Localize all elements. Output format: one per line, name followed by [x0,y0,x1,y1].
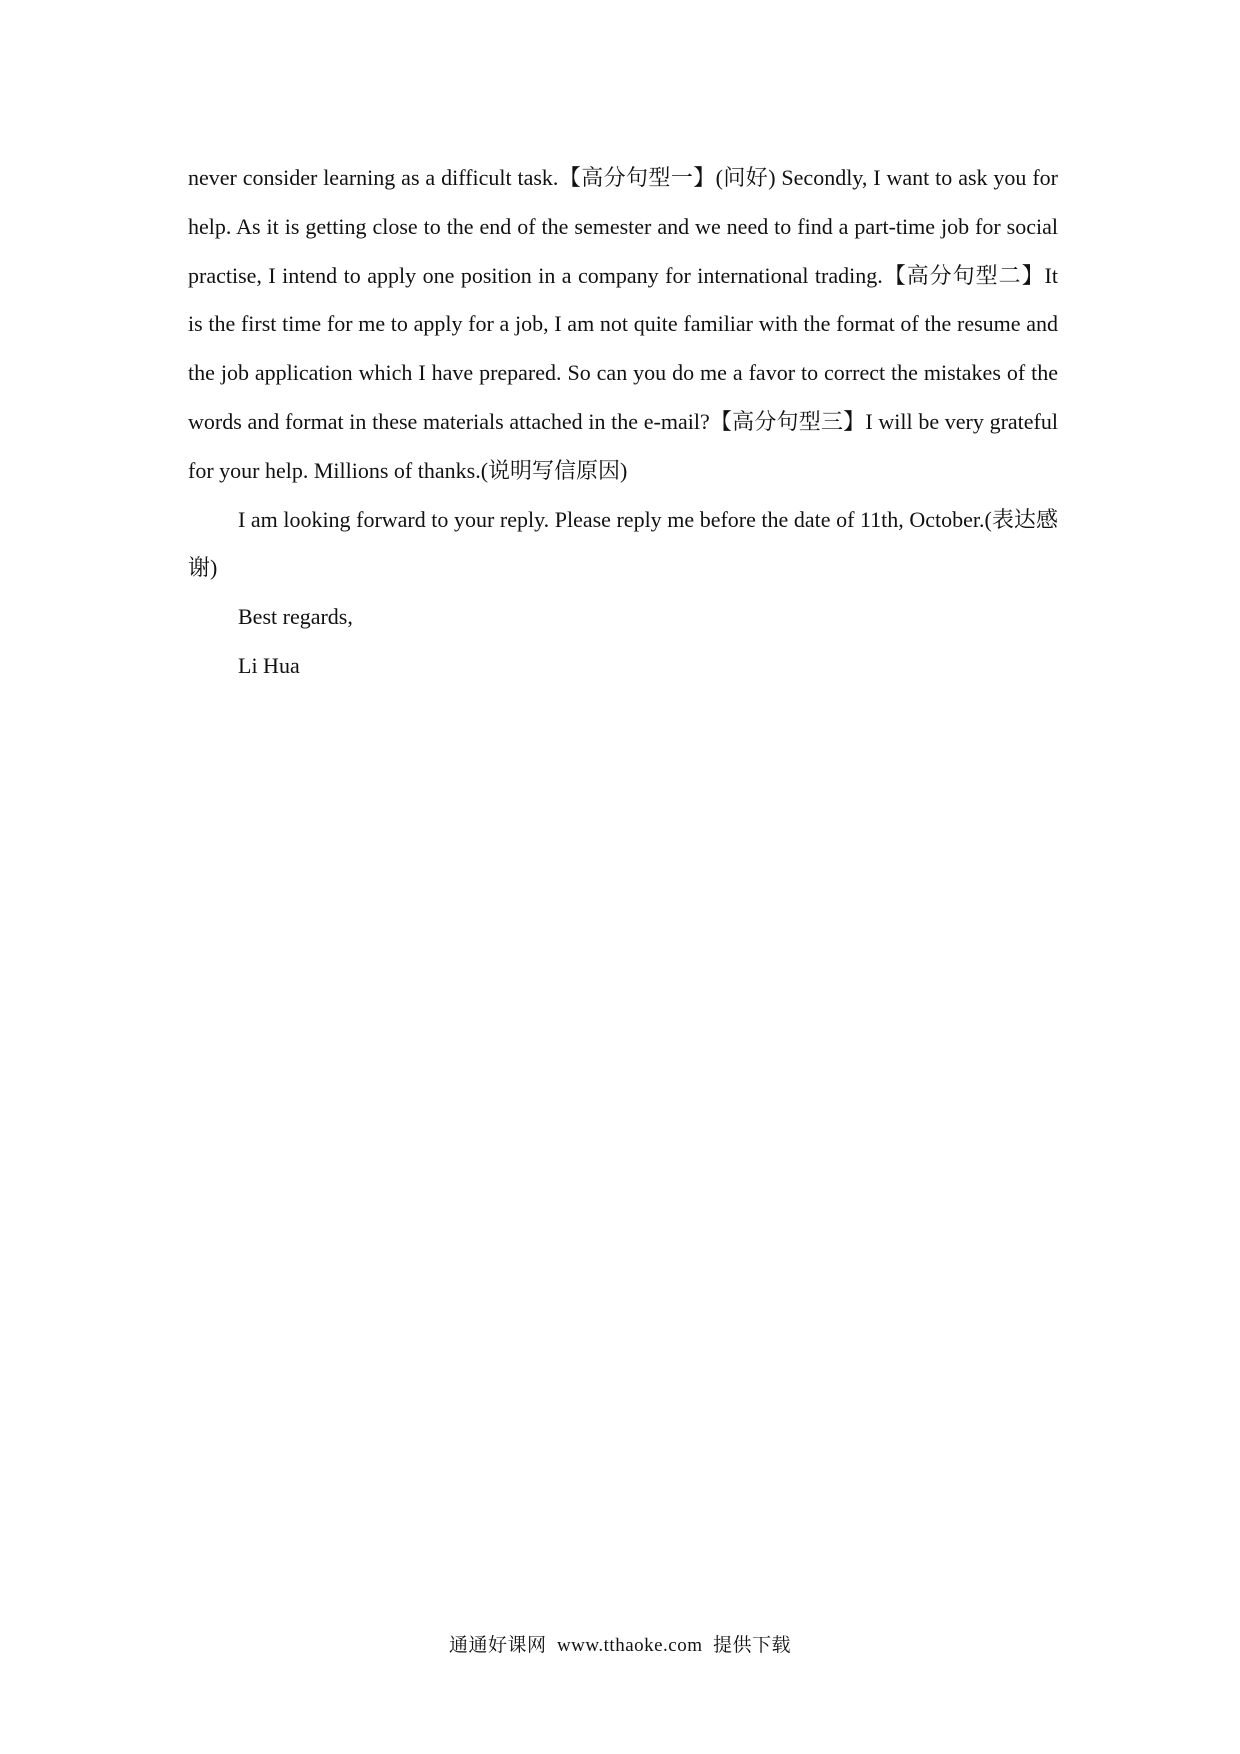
closing-line: Best regards, [238,604,353,630]
letter-body [188,154,1058,691]
paragraph-main: never consider learning as a difficult task.【高分句型一】(问好) Secondly, I want to ask you for help. As it is getting close to the end of the semester and we need to find a part-time job for social practise, I intend to apply one position in a company for international trading.【高分句型二】It is the first time for me to apply for a job, I am not quite familiar with the format of the resume and the job application which I have prepared. So can you do me a favor to correct the mistakes of the words and format in these materials attached in the e-mail?【高分句型三】I will be very grateful for your help. Millions of thanks.(说明写信原因) [188,165,1058,483]
footer-url: www.tthaoke.com [556,1635,703,1656]
footer-site-name: 通通好课网 [448,1635,547,1656]
page-footer [0,1630,1240,1657]
footer-suffix: 提供下载 [713,1635,792,1656]
signature: Li Hua [238,652,300,678]
paragraph-closing-request: I am looking forward to your reply. Please reply me before the date of 11th, October.(表达感谢) [188,506,1058,581]
